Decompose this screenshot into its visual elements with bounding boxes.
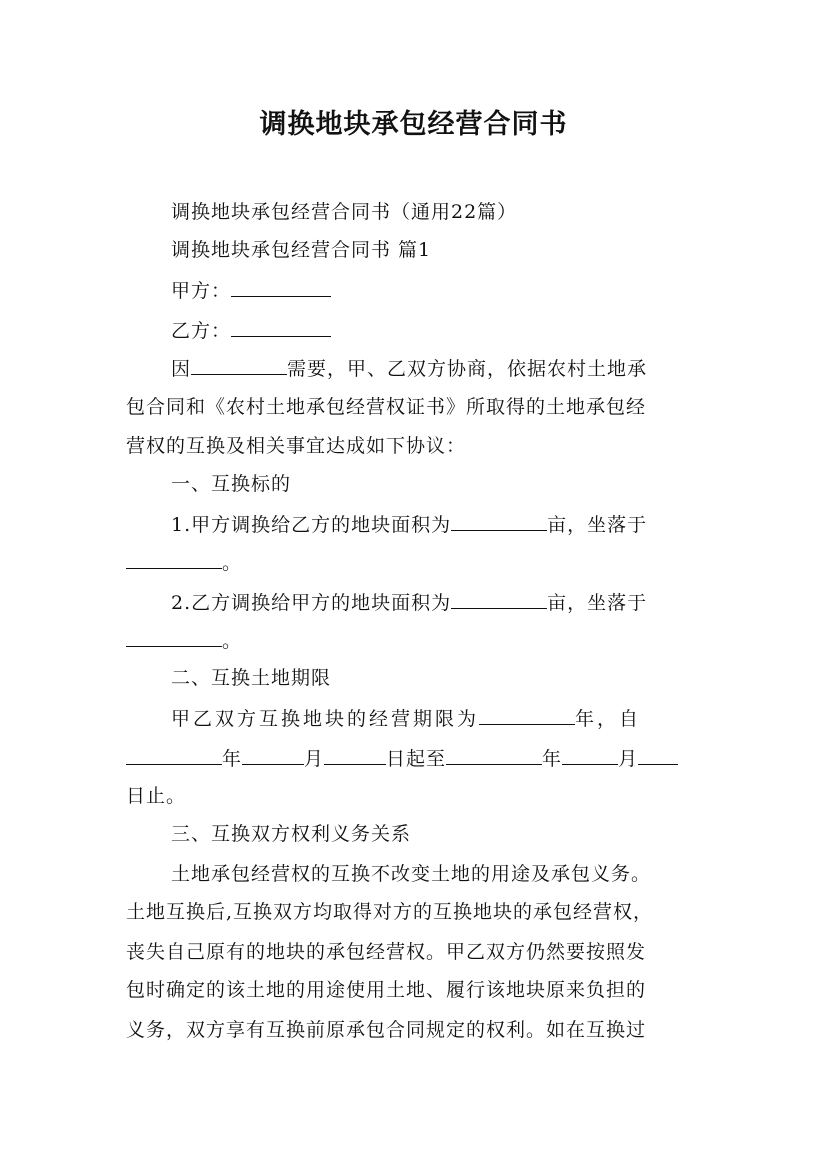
paragraph-line — [126, 862, 751, 886]
area-blank — [451, 590, 547, 609]
text-fragment: 月 — [304, 748, 325, 770]
party-b-blank — [231, 318, 331, 337]
paragraph-line — [126, 940, 706, 964]
text-fragment: 年 — [542, 748, 563, 770]
paragraph-line — [126, 434, 706, 458]
clause-heading-text: 二、互换土地期限 — [171, 667, 332, 689]
text-fragment: 。 — [222, 630, 243, 652]
subtitle-text: 调换地块承包经营合同书（通用22篇） — [171, 201, 518, 223]
paragraph-line — [126, 395, 706, 419]
document-title: 调换地块承包经营合同书 — [259, 109, 568, 140]
location-blank — [126, 628, 222, 647]
text-fragment: 2.乙方调换给甲方的地块面积为 — [171, 592, 452, 614]
text-fragment: 包合同和《农村土地承包经营权证书》所取得的土地承包经 — [126, 396, 647, 418]
end-year-blank — [446, 746, 542, 765]
paragraph-line — [126, 1018, 706, 1042]
party-b-line — [126, 318, 751, 343]
text-fragment: 需要，甲、乙双方协商，依据农村土地承 — [287, 358, 648, 380]
party-a-label: 甲方： — [171, 280, 232, 302]
text-fragment: 因 — [171, 358, 192, 380]
start-year-blank — [126, 746, 222, 765]
text-fragment: 亩，坐落于 — [547, 592, 648, 614]
text-fragment: 丧失自己原有的地块的承包经营权。甲乙双方仍然要按照发 — [126, 941, 647, 963]
text-fragment: 1.甲方调换给乙方的地块面积为 — [171, 514, 452, 536]
term-years-blank — [479, 706, 575, 725]
text-fragment: 年，自 — [575, 708, 642, 730]
start-month-blank — [242, 746, 304, 765]
section-heading-line — [126, 238, 751, 262]
clause-line — [126, 512, 751, 537]
reason-blank — [191, 356, 287, 375]
text-fragment: 日止。 — [126, 785, 187, 807]
clause-heading-text: 三、互换双方权利义务关系 — [171, 823, 412, 845]
clause-line — [126, 706, 751, 731]
clause-line — [126, 784, 706, 808]
subtitle-line — [126, 200, 751, 224]
party-a-blank — [231, 278, 331, 297]
clause-line — [126, 628, 706, 653]
party-a-line — [126, 278, 751, 303]
end-month-blank — [562, 746, 618, 765]
text-fragment: 土地承包经营权的互换不改变土地的用途及承包义务。 — [171, 863, 652, 885]
clause-line — [126, 590, 751, 615]
paragraph-line — [126, 900, 706, 924]
text-fragment: 义务，双方享有互换前原承包合同规定的权利。如在互换过 — [126, 1019, 647, 1041]
section-heading-text: 调换地块承包经营合同书 篇1 — [171, 239, 432, 261]
party-b-label: 乙方： — [171, 320, 232, 342]
clause-heading-text: 一、互换标的 — [171, 473, 292, 495]
text-fragment: 营权的互换及相关事宜达成如下协议： — [126, 435, 467, 457]
clause-line — [126, 550, 706, 575]
text-fragment: 土地互换后,互换双方均取得对方的互换地块的承包经营权， — [126, 901, 654, 923]
text-fragment: 甲乙双方互换地块的经营期限为 — [171, 708, 480, 730]
paragraph-line — [126, 978, 706, 1002]
end-day-blank — [638, 746, 678, 765]
start-day-blank — [324, 746, 386, 765]
text-fragment: 月 — [618, 748, 639, 770]
text-fragment: 亩，坐落于 — [547, 514, 648, 536]
clause-heading — [126, 472, 751, 496]
clause-line — [126, 746, 706, 771]
clause-heading — [126, 822, 751, 846]
text-fragment: 。 — [222, 552, 243, 574]
text-fragment: 年 — [222, 748, 243, 770]
area-blank — [451, 512, 547, 531]
text-fragment: 日起至 — [386, 748, 447, 770]
clause-heading — [126, 666, 751, 690]
paragraph-line — [126, 356, 751, 381]
text-fragment: 包时确定的该土地的用途使用土地、履行该地块原来负担的 — [126, 979, 647, 1001]
location-blank — [126, 550, 222, 569]
